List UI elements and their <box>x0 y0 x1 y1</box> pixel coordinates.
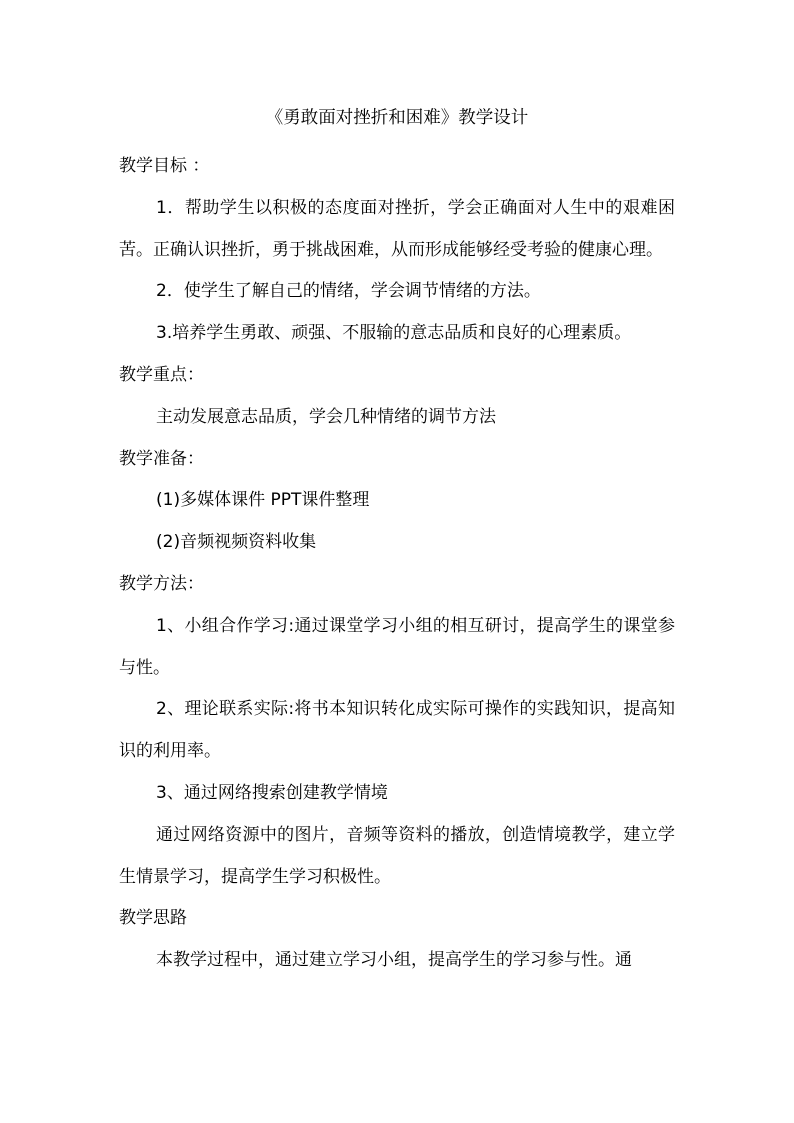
document-title: 《勇敢面对挫折和困难》教学设计 <box>265 108 529 128</box>
objective-1: 1．帮助学生以积极的态度面对挫折，学会正确面对人生中的艰难困苦。正确认识挫折，勇于挑战困难，从而形成能够经受考验的健康心理。 <box>119 197 675 260</box>
method-1: 1、小组合作学习:通过课堂学习小组的相互研讨，提高学生的课堂参与性。 <box>119 615 675 678</box>
method-3-detail: 通过网络资源中的图片，音频等资料的播放，创造情境教学，建立学生情景学习，提高学生学习积极性。 <box>119 824 675 887</box>
heading-key-points: 教学重点： <box>119 364 204 385</box>
heading-objectives: 教学目标 ： <box>119 156 210 176</box>
objective-3: 3.培养学生勇敢、顽强、不服输的意志品质和良好的心理素质。 <box>156 323 632 344</box>
heading-preparation: 教学准备： <box>119 448 204 469</box>
objective-2: 2．使学生了解自己的情绪，学会调节情绪的方法。 <box>156 281 541 302</box>
key-point-1: 主动发展意志品质，学会几种情绪的调节方法 <box>156 406 496 427</box>
document-body <box>119 146 675 982</box>
approach-text: 本教学过程中，通过建立学习小组，提高学生的学习参与性。通 <box>156 950 632 971</box>
method-3: 3、通过网络搜索创建教学情境 <box>156 782 388 803</box>
heading-methods: 教学方法： <box>119 573 204 594</box>
preparation-1: (1)多媒体课件 PPT课件整理 <box>156 490 370 511</box>
heading-approach: 教学思路 <box>119 908 187 929</box>
preparation-2: (2)音频视频资料收集 <box>156 532 317 553</box>
method-2: 2、理论联系实际:将书本知识转化成实际可操作的实践知识，提高知识的利用率。 <box>119 699 675 762</box>
